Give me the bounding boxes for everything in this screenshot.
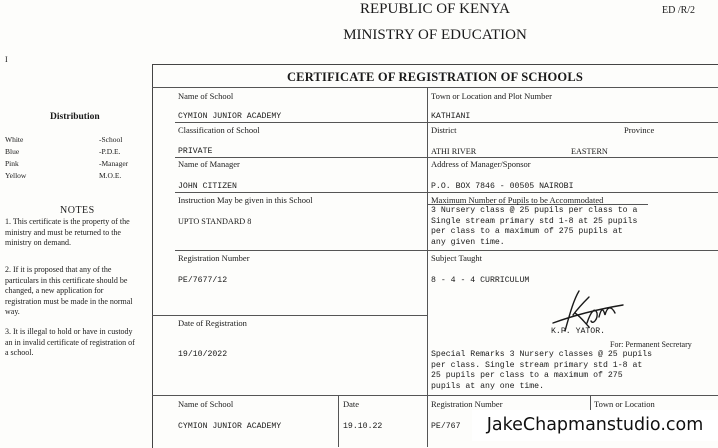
distribution-color: Yellow bbox=[5, 171, 27, 180]
divider bbox=[427, 88, 428, 395]
note-item: 3. It is illegal to hold or have in custody an in invalid certificate of registration of a school. bbox=[5, 327, 135, 357]
footer-registration-label: Registration Number bbox=[431, 399, 503, 409]
distribution-color: Pink bbox=[5, 159, 19, 168]
certificate-title: CERTIFICATE OF REGISTRATION OF SCHOOLS bbox=[286, 70, 584, 84]
divider bbox=[338, 396, 339, 447]
max-pupils-line: 3 Nursery class @ 25 pupils per class to a bbox=[431, 206, 638, 215]
watermark: JakeChapmanstudio.com bbox=[472, 410, 718, 441]
school-name-value: CYMION JUNIOR ACADEMY bbox=[178, 112, 282, 121]
stray-mark: I bbox=[5, 55, 8, 64]
distribution-destination: M.O.E. bbox=[99, 171, 122, 180]
for-permanent-secretary: For: Permanent Secretary bbox=[610, 340, 692, 349]
max-pupils-line: per class to a maximum of 275 pupils at bbox=[431, 227, 623, 236]
distribution-color: White bbox=[5, 135, 24, 144]
remarks-line: Special Remarks 3 Nursery classes @ 25 pupils bbox=[431, 350, 653, 359]
signatory-name: K.P. YATOR. bbox=[551, 327, 606, 336]
address-label: Address of Manager/Sponsor bbox=[431, 159, 531, 169]
distribution-destination: -Manager bbox=[99, 159, 129, 168]
republic-heading: REPUBLIC OF KENYA bbox=[359, 1, 510, 17]
registration-number-value: PE/7677/12 bbox=[178, 276, 228, 285]
ministry-heading: MINISTRY OF EDUCATION bbox=[343, 27, 527, 43]
distribution-color: Blue bbox=[5, 147, 20, 156]
divider bbox=[175, 250, 427, 251]
province-label: Province bbox=[624, 125, 655, 135]
manager-label: Name of Manager bbox=[178, 159, 240, 169]
footer-name-label: Name of School bbox=[178, 399, 234, 409]
footer-date-value: 19.10.22 bbox=[343, 422, 383, 431]
registration-number-label: Registration Number bbox=[178, 253, 250, 263]
town-value: KATHIANI bbox=[431, 112, 471, 121]
distribution-title: Distribution bbox=[50, 112, 100, 122]
distribution-destination: -School bbox=[99, 135, 123, 144]
district-value: ATHI RIVER bbox=[431, 147, 477, 156]
divider bbox=[152, 87, 718, 88]
max-pupils-line: Single stream primary std 1-8 at 25 pupils bbox=[431, 216, 638, 226]
note-item: 2. If it is proposed that any of the particulars in this certificate should be changed, a new application for registration must be made in the normal way. bbox=[5, 265, 133, 316]
max-pupils-line: any given time. bbox=[431, 237, 505, 247]
subject-value: 8 - 4 - 4 CURRICULUM bbox=[431, 276, 530, 285]
remarks-line: 25 pupils per class to a maximum of 275 bbox=[431, 371, 623, 380]
province-value: EASTERN bbox=[571, 147, 608, 156]
school-name-label: Name of School bbox=[178, 91, 234, 101]
town-label: Town or Location and Plot Number bbox=[431, 91, 552, 101]
distribution-destination: -P.D.E. bbox=[99, 147, 121, 156]
divider bbox=[428, 250, 718, 251]
footer-name-value: CYMION JUNIOR ACADEMY bbox=[178, 422, 282, 431]
remarks-line: per class. Single stream primary std 1-8 at bbox=[431, 360, 643, 370]
remarks-line: pupils at any one time. bbox=[431, 381, 545, 391]
divider bbox=[152, 395, 718, 396]
classification-value: PRIVATE bbox=[178, 147, 213, 156]
registration-date-value: 19/10/2022 bbox=[178, 350, 228, 359]
notes-title: NOTES bbox=[60, 205, 95, 216]
footer-registration-value: PE/767 bbox=[431, 422, 461, 431]
district-label: District bbox=[431, 125, 457, 135]
instruction-value: UPTO STANDARD 8 bbox=[178, 217, 252, 226]
divider bbox=[152, 315, 427, 316]
classification-label: Classification of School bbox=[178, 125, 260, 135]
note-item: 1. This certificate is the property of the ministry and must be returned to the ministry on demand. bbox=[5, 217, 130, 247]
registration-date-label: Date of Registration bbox=[178, 318, 247, 328]
divider bbox=[428, 122, 718, 123]
form-reference: ED /R/2 bbox=[662, 5, 696, 16]
divider bbox=[175, 157, 427, 158]
manager-value: JOHN CITIZEN bbox=[178, 182, 237, 191]
instruction-label: Instruction May be given in this School bbox=[178, 195, 313, 205]
footer-town-label: Town or Location bbox=[594, 399, 655, 409]
divider bbox=[427, 396, 428, 447]
max-pupils-label: Maximum Number of Pupils to be Accommodated bbox=[431, 195, 604, 205]
footer-date-label: Date bbox=[343, 399, 360, 409]
address-value: P.O. BOX 7846 - 00505 NAIROBI bbox=[431, 182, 574, 191]
subject-label: Subject Taught bbox=[431, 253, 482, 263]
